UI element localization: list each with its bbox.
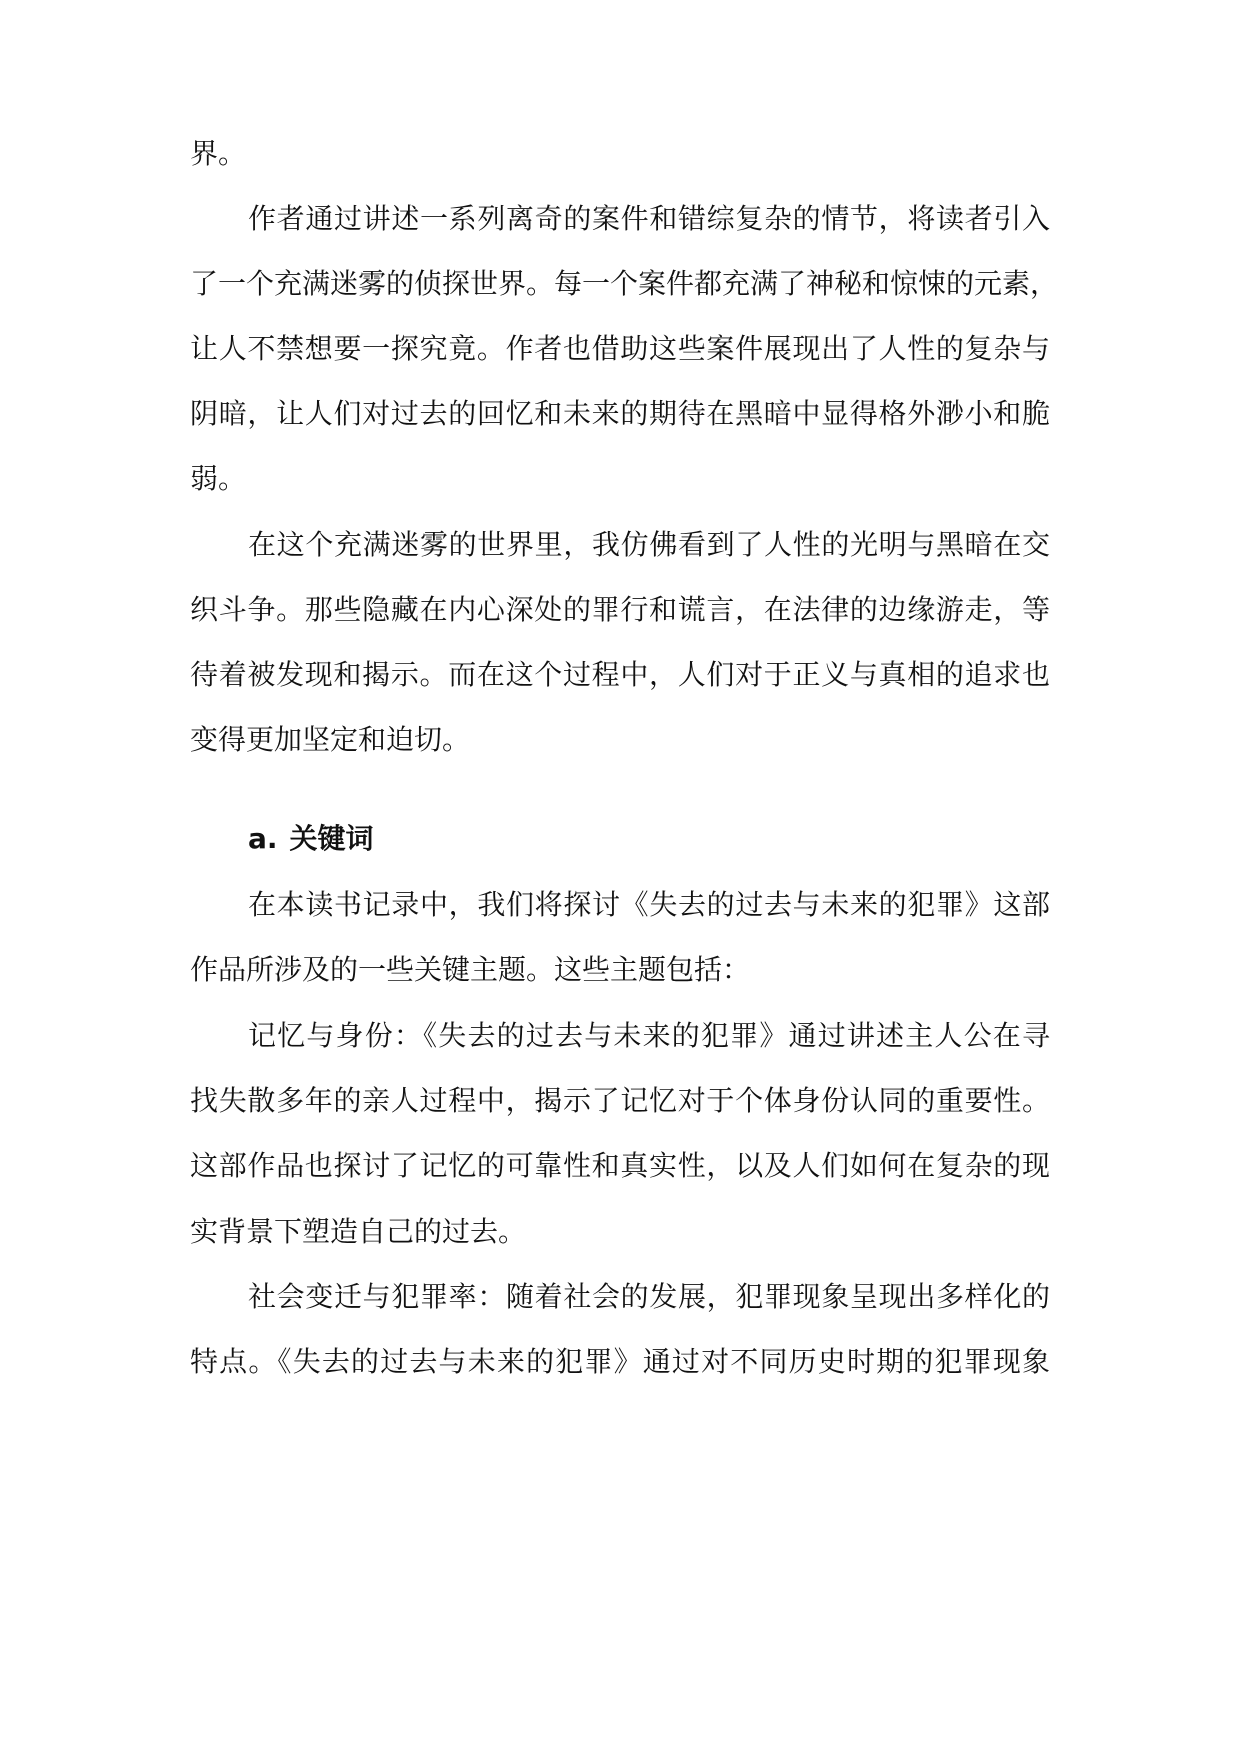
paragraph-line: 作品所涉及的一些关键主题。这些主题包括： [190,953,751,986]
paragraph-line: 界。 [190,137,247,170]
paragraph-line: 社会变迁与犯罪率：随着社会的发展，犯罪现象呈现出多样化的 [248,1280,1050,1313]
paragraph-line: 织斗争。那些隐藏在内心深处的罪行和谎言，在法律的边缘游走，等 [190,593,1050,626]
paragraph-line: 了一个充满迷雾的侦探世界。每一个案件都充满了神秘和惊悚的元素， [190,267,1059,300]
section-heading [248,819,374,859]
paragraph-line: 记忆与身份：《失去的过去与未来的犯罪》通过讲述主人公在寻 [248,1019,1050,1052]
paragraph-line: 在本读书记录中，我们将探讨《失去的过去与未来的犯罪》这部 [248,888,1050,921]
paragraph-line: 特点。《失去的过去与未来的犯罪》通过对不同历史时期的犯罪现象 [190,1345,1050,1378]
paragraph-line: 弱。 [190,462,247,495]
paragraph-line: 让人不禁想要一探究竟。作者也借助这些案件展现出了人性的复杂与 [190,332,1050,365]
paragraph-line: 作者通过讲述一系列离奇的案件和错综复杂的情节，将读者引入 [248,202,1050,235]
paragraph-line: 在这个充满迷雾的世界里，我仿佛看到了人性的光明与黑暗在交 [248,528,1050,561]
paragraph-line: 待着被发现和揭示。而在这个过程中，人们对于正义与真相的追求也 [190,658,1050,691]
paragraph-line: 实背景下塑造自己的过去。 [190,1215,527,1248]
heading-marker: a. [248,822,278,855]
paragraph-line: 这部作品也探讨了记忆的可靠性和真实性，以及人们如何在复杂的现 [190,1149,1050,1182]
paragraph-line: 找失散多年的亲人过程中，揭示了记忆对于个体身份认同的重要性。 [190,1084,1050,1117]
paragraph-line: 阴暗，让人们对过去的回忆和未来的期待在黑暗中显得格外渺小和脆 [190,397,1050,430]
paragraph-line: 变得更加坚定和迫切。 [190,723,471,756]
heading-title: 关键词 [289,822,374,855]
